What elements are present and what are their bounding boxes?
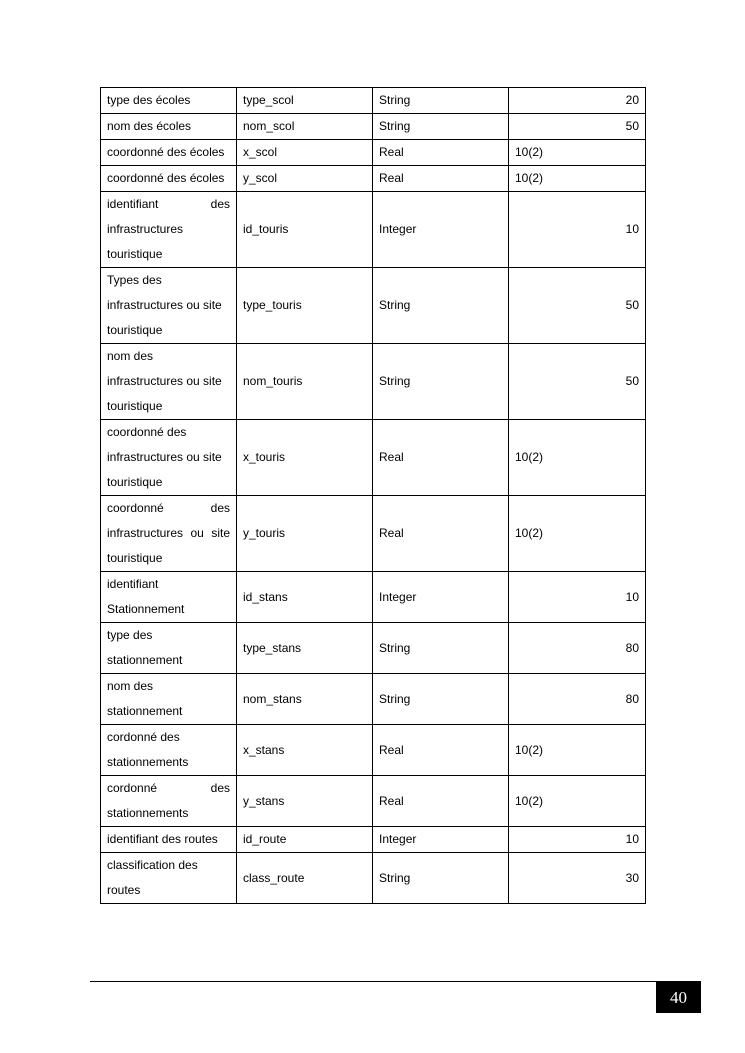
table-row [101,674,646,725]
table-row [101,166,646,192]
table-row [101,88,646,114]
table-row [101,496,646,572]
size-cell: 80 [509,623,646,674]
type-cell: String [373,114,509,140]
description-cell: cordonné des stationnements [101,776,237,827]
type-cell: Real [373,140,509,166]
table-row [101,725,646,776]
description-cell: coordonné des écoles [101,166,237,192]
size-cell: 10 [509,827,646,853]
description-cell: coordonné des infrastructures ou site touristique [101,420,237,496]
description-cell: classification des routes [101,853,237,904]
field-name-cell: class_route [237,853,373,904]
type-cell: Integer [373,572,509,623]
description-cell: coordonné des écoles [101,140,237,166]
type-cell: String [373,344,509,420]
type-cell: Integer [373,192,509,268]
table-row [101,268,646,344]
size-cell: 30 [509,853,646,904]
field-name-cell: x_stans [237,725,373,776]
type-cell: String [373,623,509,674]
description-cell: identifiant Stationnement [101,572,237,623]
description-cell: type des écoles [101,88,237,114]
field-name-cell: y_stans [237,776,373,827]
field-name-cell: id_stans [237,572,373,623]
type-cell: Real [373,725,509,776]
type-cell: String [373,88,509,114]
size-cell: 10(2) [509,496,646,572]
description-cell: cordonné des stationnements [101,725,237,776]
field-name-cell: type_stans [237,623,373,674]
size-cell: 10(2) [509,725,646,776]
table-row [101,420,646,496]
table-row [101,192,646,268]
field-name-cell: id_touris [237,192,373,268]
size-cell: 10 [509,572,646,623]
table-row [101,623,646,674]
description-cell: coordonné des infrastructures ou site touristique [101,496,237,572]
description-cell: identifiant des routes [101,827,237,853]
size-cell: 50 [509,268,646,344]
page-number: 40 [656,982,701,1013]
type-cell: Real [373,776,509,827]
size-cell: 50 [509,344,646,420]
description-cell: identifiant des infrastructures touristique [101,192,237,268]
table-row [101,827,646,853]
field-name-cell: type_scol [237,88,373,114]
field-name-cell: type_touris [237,268,373,344]
field-name-cell: nom_stans [237,674,373,725]
table-row [101,344,646,420]
data-dictionary-table [100,87,646,904]
description-cell: nom des écoles [101,114,237,140]
size-cell: 80 [509,674,646,725]
type-cell: String [373,853,509,904]
size-cell: 10(2) [509,166,646,192]
size-cell: 50 [509,114,646,140]
table-row [101,140,646,166]
description-cell: type des stationnement [101,623,237,674]
size-cell: 10(2) [509,140,646,166]
size-cell: 10 [509,192,646,268]
field-name-cell: x_scol [237,140,373,166]
field-name-cell: nom_touris [237,344,373,420]
field-name-cell: id_route [237,827,373,853]
type-cell: Real [373,166,509,192]
footer-divider [90,981,701,982]
size-cell: 10(2) [509,420,646,496]
table-row [101,114,646,140]
table-row [101,572,646,623]
size-cell: 20 [509,88,646,114]
field-name-cell: x_touris [237,420,373,496]
type-cell: Real [373,420,509,496]
description-cell: Types des infrastructures ou site touristique [101,268,237,344]
type-cell: String [373,674,509,725]
field-name-cell: y_touris [237,496,373,572]
field-name-cell: y_scol [237,166,373,192]
table-row [101,776,646,827]
size-cell: 10(2) [509,776,646,827]
type-cell: Real [373,496,509,572]
description-cell: nom des stationnement [101,674,237,725]
description-cell: nom des infrastructures ou site touristique [101,344,237,420]
type-cell: Integer [373,827,509,853]
table-row [101,853,646,904]
field-name-cell: nom_scol [237,114,373,140]
type-cell: String [373,268,509,344]
